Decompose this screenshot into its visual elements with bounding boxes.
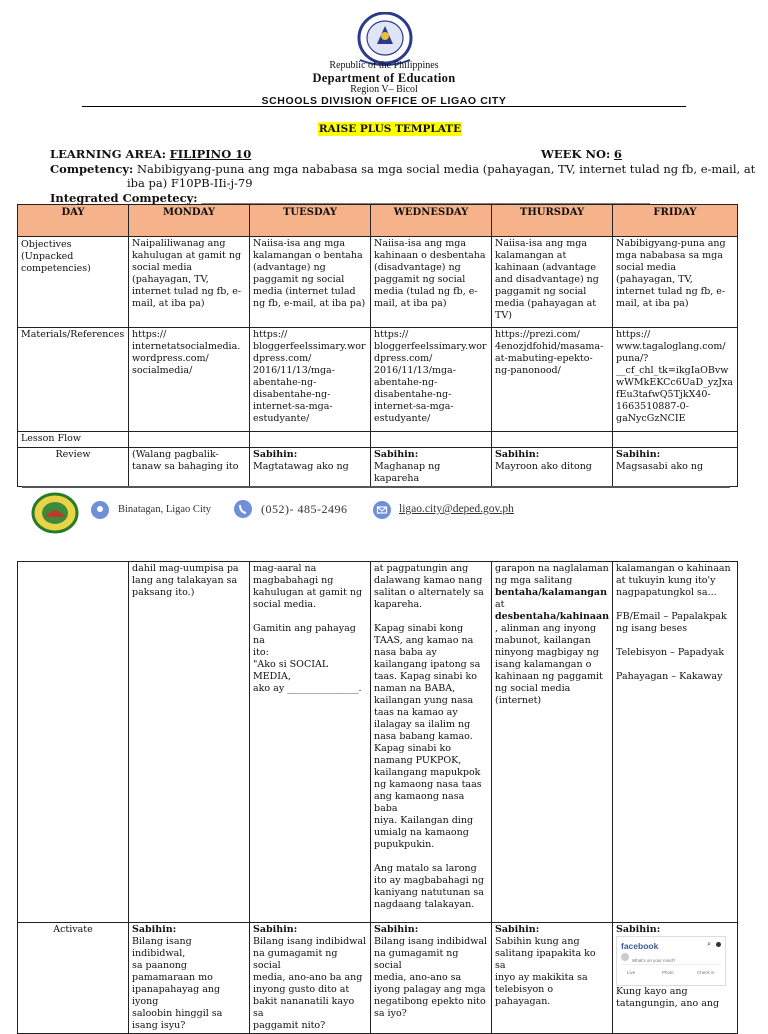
header-monday: MONDAY — [129, 205, 250, 237]
template-title: RAISE PLUS TEMPLATE — [318, 123, 462, 135]
review-wednesday-text: Maghanap ng kapareha — [374, 461, 441, 484]
review-cont-thursday-d: desbentaha/kahinaan — [495, 611, 610, 622]
footer-divider — [22, 486, 730, 488]
lesson-flow-monday — [129, 432, 250, 448]
checkin-button: Check in — [697, 970, 715, 975]
learning-area-label: LEARNING AREA: — [50, 147, 166, 161]
objectives-monday: Naipaliliwanag ang kahulugan at gamit ng social media (pahayagan, TV, internet tulad ng fb, e-mail, at iba pa) — [129, 237, 250, 328]
footer-address: Binatagan, Ligao City — [118, 504, 212, 515]
materials-wednesday-link[interactable]: https:// bloggerfeelssimary.wor dpress.com/ 2016/11/13/mga- abentahe-ng- disabentahe-ng- internet-sa-mga- estudyante/ — [371, 328, 492, 432]
review-cont-friday-d: Pahayagan – Kakaway — [616, 671, 723, 682]
activate-label: Activate — [18, 923, 129, 1034]
materials-row — [18, 328, 738, 432]
review-cont-monday: dahil mag-uumpisa pa lang ang talakayan sa paksang ito.) — [129, 562, 250, 923]
activate-wednesday-text: Bilang isang indibidwal na gumagamit ng social media, ano-ano sa iyong palagay ang mga negatibong epekto nito sa iyo? — [374, 936, 488, 1019]
review-tuesday-text: Magtatawag ako ng — [253, 461, 349, 472]
header-divider — [82, 106, 686, 107]
materials-thursday-link[interactable]: https://prezi.com/ 4enozjdfohid/masama- at-mabuting-epekto- ng-panonood/ — [492, 328, 613, 432]
activate-tuesday — [250, 923, 371, 1034]
review-wednesday-sabihin: Sabihin: — [374, 449, 419, 460]
review-row — [18, 448, 738, 487]
review-friday-text: Magsasabi ako ng — [616, 461, 704, 472]
learning-area-value: FILIPINO 10 — [169, 147, 252, 161]
materials-friday-link[interactable]: https:// www.tagaloglang.com/ puna/? __cf_chl_tk=ikgIaOBvw wWMkEKCc6UaD_yzJxa fEu3tafwQ5TjkX40- 1663510887-0- gaNycGzNCIE — [613, 328, 738, 432]
lesson-flow-row — [18, 432, 738, 448]
objectives-row — [18, 237, 738, 328]
header-tuesday: TUESDAY — [250, 205, 371, 237]
review-thursday — [492, 448, 613, 487]
competency-text-2: iba pa) F10PB-IIi-j-79 — [127, 176, 253, 190]
lesson-flow-thursday — [492, 432, 613, 448]
republic-line: Republic of the Philippines — [329, 60, 439, 71]
review-continued-row — [18, 562, 738, 923]
phone-icon — [234, 500, 252, 518]
competency-text-1: Nabibigyang-puna ang mga nababasa sa mga social media (pahayagan, TV, internet tulad ng fb, e-mail, at — [136, 162, 756, 176]
footer-phone[interactable]: (052)- 485-2496 — [261, 502, 348, 516]
objectives-wednesday: Naiisa-isa ang mga kahinaan o desbentaha (disadvantage) ng paggamit ng social media (tulad ng fb, e-mail, at iba pa) — [371, 237, 492, 328]
review-thursday-text: Mayroon ako ditong — [495, 461, 592, 472]
review-cont-tuesday-c: "Ako si SOCIAL MEDIA, ako ay _______________. — [253, 659, 362, 694]
activate-wednesday — [371, 923, 492, 1034]
email-icon — [373, 501, 391, 519]
objectives-thursday: Naiisa-isa ang mga kalamangan at kahinaan (advantage and disadvantage) ng paggamit ng social media (pahayagan at TV) — [492, 237, 613, 328]
review-cont-friday-a: kalamangan o kahinaan at tukuyin kung ito'y nagpapatungkol sa... — [616, 563, 731, 598]
learning-area — [50, 147, 251, 161]
location-icon — [91, 501, 109, 519]
integrated-competency: Integrated Competecy: ______________________________________________________________________________ — [50, 191, 651, 205]
competency-label: Competency: — [50, 162, 134, 176]
avatar — [621, 953, 629, 961]
review-cont-wednesday-b: Kapag sinabi kong TAAS, ang kamao na nasa baba ay kailangang ipatong sa taas. Kapag sinabi ko naman na BABA, kailangan yung nasa taas na kamao ay ilalagay sa ilalim ng nasa babang kamao. Kapag sinabi ko namang PUKPOK, kailangang mapukpok ng kamaong nasa taas ang kamaong nasa baba niya. Kailangan ding umialg na kamaong pupukpukin. — [374, 623, 482, 850]
live-button: Live — [627, 970, 636, 975]
review-cont-tuesday — [250, 562, 371, 923]
lesson-plan-table — [17, 204, 738, 487]
review-cont-friday-c: Telebisyon – Papadyak — [616, 647, 725, 658]
region-line: Region V– Bicol — [350, 84, 418, 95]
review-cont-friday-b: FB/Email – Papalakpak ng isang beses — [616, 611, 727, 634]
review-tuesday-sabihin: Sabihin: — [253, 449, 298, 460]
activate-friday — [613, 923, 738, 1034]
review-monday: (Walang pagbalik- tanaw sa bahaging ito — [129, 448, 250, 487]
lesson-flow-wednesday — [371, 432, 492, 448]
activate-thursday-text: Sabihin kung ang salitang ipapakita ko sa inyo ay makikita sa telebisyon o pahayagan. — [495, 936, 596, 1007]
week-label: WEEK NO: — [541, 147, 611, 161]
review-thursday-sabihin: Sabihin: — [495, 449, 540, 460]
activate-friday-text: Kung kayo ang tatangungin, ano ang — [616, 986, 720, 1009]
division-line: SCHOOLS DIVISION OFFICE OF LIGAO CITY — [261, 95, 507, 107]
search-icon: ⌕ — [707, 941, 711, 948]
activate-tuesday-sabihin: Sabihin: — [253, 924, 298, 935]
review-wednesday — [371, 448, 492, 487]
materials-tuesday-link[interactable]: https:// bloggerfeelssimary.wor dpress.com/ 2016/11/13/mga- abentahe-ng- disabentahe-ng- internet-sa-mga- estudyante/ — [250, 328, 371, 432]
review-friday — [613, 448, 738, 487]
week-number — [541, 147, 622, 161]
review-label: Review — [18, 448, 129, 487]
activate-thursday — [492, 923, 613, 1034]
activate-tuesday-text: Bilang isang indibidwal na gumagamit ng social media, ano-ano ba ang inyong gusto dito at bakit nananatili kayo sa paggamit nito? — [253, 936, 367, 1031]
review-cont-thursday-c: at — [495, 599, 505, 610]
review-cont-wednesday — [371, 562, 492, 923]
messenger-icon — [716, 942, 721, 947]
lesson-plan-table-continued — [17, 561, 738, 1034]
review-cont-thursday-a: garapon na naglalaman ng mga salitang — [495, 563, 609, 586]
review-cont-thursday-e: , alinman ang inyong mabunot, kailangan ninyong magbigay ng isang kalamangan o kahinaan ng paggamit ng social media (internet) — [495, 623, 603, 706]
activate-monday-text: Bilang isang indibidwal, sa paanong pamamaraan mo ipanapahayag ang iyong saloobin hinggil sa isang isyu? — [132, 936, 223, 1031]
review-cont-wednesday-c: Ang matalo sa larong ito ay magbabahagi ng kaniyang natutunan sa nagdaang talakayan. — [374, 863, 485, 910]
objectives-label: Objectives (Unpacked competencies) — [18, 237, 129, 328]
review-cont-label — [18, 562, 129, 923]
activate-monday — [129, 923, 250, 1034]
objectives-tuesday: Naiisa-isa ang mga kalamangan o bentaha (advantage) ng paggamit ng social media (internet tulad ng fb, e-mail, at iba pa) — [250, 237, 371, 328]
review-cont-thursday-b: bentaha/kalamangan — [495, 587, 607, 598]
lesson-flow-friday — [613, 432, 738, 448]
header-wednesday: WEDNESDAY — [371, 205, 492, 237]
header-day: DAY — [18, 205, 129, 237]
department-line: Department of Education — [312, 71, 456, 85]
review-cont-tuesday-a: mag-aaral na magbabahagi ng kahulugan at gamit ng social media. — [253, 563, 363, 610]
header-friday: FRIDAY — [613, 205, 738, 237]
review-cont-tuesday-b: Gamitin ang pahayag na ito: — [253, 623, 356, 658]
header-thursday: THURSDAY — [492, 205, 613, 237]
review-cont-friday — [613, 562, 738, 923]
review-friday-sabihin: Sabihin: — [616, 449, 661, 460]
materials-label: Materials/References — [18, 328, 129, 432]
review-cont-wednesday-a: at pagpatungin ang dalawang kamao nang salitan o alternately sa kapareha. — [374, 563, 484, 610]
table-header-row — [18, 205, 738, 237]
week-value: 6 — [613, 147, 622, 161]
activate-wednesday-sabihin: Sabihin: — [374, 924, 419, 935]
footer-email-link[interactable]: ligao.city@deped.gov.ph — [399, 503, 514, 515]
review-tuesday — [250, 448, 371, 487]
competency — [50, 162, 755, 176]
lesson-flow-tuesday — [250, 432, 371, 448]
activate-monday-sabihin: Sabihin: — [132, 924, 177, 935]
activate-friday-sabihin: Sabihin: — [616, 924, 661, 935]
activate-row — [18, 923, 738, 1034]
lesson-flow-label: Lesson Flow — [18, 432, 129, 448]
review-cont-thursday — [492, 562, 613, 923]
fb-divider — [621, 964, 721, 965]
status-prompt: What's on your mind? — [632, 958, 676, 963]
objectives-friday: Nabibigyang-puna ang mga nababasa sa mga social media (pahayagan, TV, internet tulad ng fb, e-mail, at iba pa) — [613, 237, 738, 328]
facebook-screenshot — [616, 936, 726, 986]
facebook-logo: facebook — [621, 941, 659, 951]
activate-thursday-sabihin: Sabihin: — [495, 924, 540, 935]
division-logo — [30, 492, 80, 534]
materials-monday-link[interactable]: https:// internetatsocialmedia. wordpress.com/ socialmedia/ — [129, 328, 250, 432]
photo-button: Photo — [662, 970, 674, 975]
